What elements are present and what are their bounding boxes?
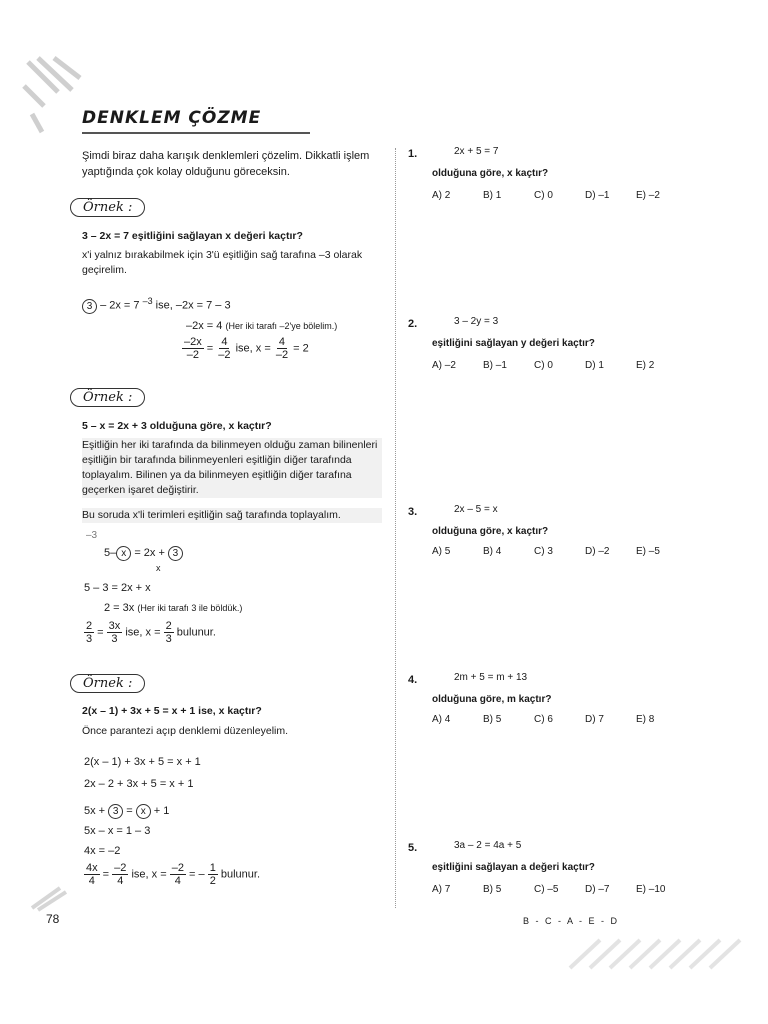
- example-2-step2: 2 = 3x: [104, 602, 135, 614]
- example-2-x-arrow-label: x: [156, 563, 161, 573]
- example-3-step1: 2(x – 1) + 3x + 5 = x + 1: [84, 756, 201, 768]
- example-3-step5: 4x = –2: [84, 845, 121, 857]
- example-1-step2-note: (Her iki tarafı –2'ye bölelim.): [225, 321, 338, 331]
- example-2-explanation: Eşitliğin her iki tarafında da bilinmeyen olduğu zaman bilinenleri eşitliğin bir tarafında bilinmeyenleri eşitliğin diğer tarafında toplayalım. Bilinen ya da bilinmeyen eşitliğin diğer tarafına geçerken işaret değiştirir.: [82, 438, 382, 498]
- example-1-explanation: x'i yalnız bırakabilmek için 3'ü eşitliğin sağ tarafına –3 olarak geçirelim.: [82, 249, 363, 276]
- example-1-fraction-line: $\frac{-2x}{-2}$ = $\frac{4}{-2}$ ise, x = $\frac{4}{-2}$ = 2: [184, 336, 309, 361]
- example-2-step1: 5 – 3 = 2x + x: [84, 582, 151, 594]
- example-1-step1-left: – 2x = 7: [100, 299, 140, 312]
- example-1-step1-right: ise, –2x = 7 – 3: [155, 299, 231, 312]
- example-2-fraction-line: $\frac{2}{3}$ = $\frac{3x}{3}$ ise, x = $\frac{2}{3}$ bulunur.: [86, 620, 216, 645]
- example-2-equation: 5– x = 2x + 3: [104, 546, 183, 561]
- example-1-question: 3 – 2x = 7 eşitliğini sağlayan x değeri kaçtır?: [82, 230, 303, 242]
- example-2-badge: Örnek :: [70, 388, 145, 407]
- answer-key: B - C - A - E - D: [523, 916, 620, 926]
- example-3-step4: 5x – x = 1 – 3: [84, 825, 151, 837]
- title-underline: [82, 132, 310, 134]
- example-3-step2: 2x – 2 + 3x + 5 = x + 1: [84, 778, 194, 790]
- example-1-step2: –2x = 4: [186, 320, 223, 332]
- page-number: 78: [46, 912, 60, 926]
- left-edge-stripes-decoration: [30, 882, 70, 912]
- example-2-minus3-label: –3: [86, 530, 98, 541]
- page-title: DENKLEM ÇÖZME: [82, 108, 262, 128]
- example-3-explanation: Önce parantezi açıp denklemi düzenleyelim.: [82, 725, 289, 737]
- example-3-step3: 5x + 3 = x + 1: [84, 805, 170, 817]
- example-3-badge: Örnek :: [70, 674, 145, 693]
- bottom-stripes-decoration: [560, 930, 760, 970]
- example-1-circled-term: 3: [82, 299, 97, 314]
- corner-stripes-decoration: [14, 52, 84, 142]
- column-divider: [395, 148, 396, 908]
- example-1-move-arrow-label: –3: [142, 296, 153, 306]
- example-1-badge: Örnek :: [70, 198, 145, 217]
- example-2-question: 5 – x = 2x + 3 olduğuna göre, x kaçtır?: [82, 420, 272, 432]
- example-2-step2-note: (Her iki tarafı 3 ile böldük.): [137, 603, 243, 613]
- example-3-fraction-line: $\frac{4x}{4}$ = $\frac{-2}{4}$ ise, x = $\frac{-2}{4}$ = – $\frac{1}{2}$ bulunur.: [86, 862, 261, 887]
- intro-text: Şimdi biraz daha karışık denklemleri çözelim. Dikkatli işlem yaptığında çok kolay olduğunu göreceksin.: [82, 150, 370, 178]
- example-3-question: 2(x – 1) + 3x + 5 = x + 1 ise, x kaçtır?: [82, 705, 262, 717]
- example-2-explanation-2: Bu soruda x'li terimleri eşitliğin sağ tarafında toplayalım.: [82, 508, 382, 523]
